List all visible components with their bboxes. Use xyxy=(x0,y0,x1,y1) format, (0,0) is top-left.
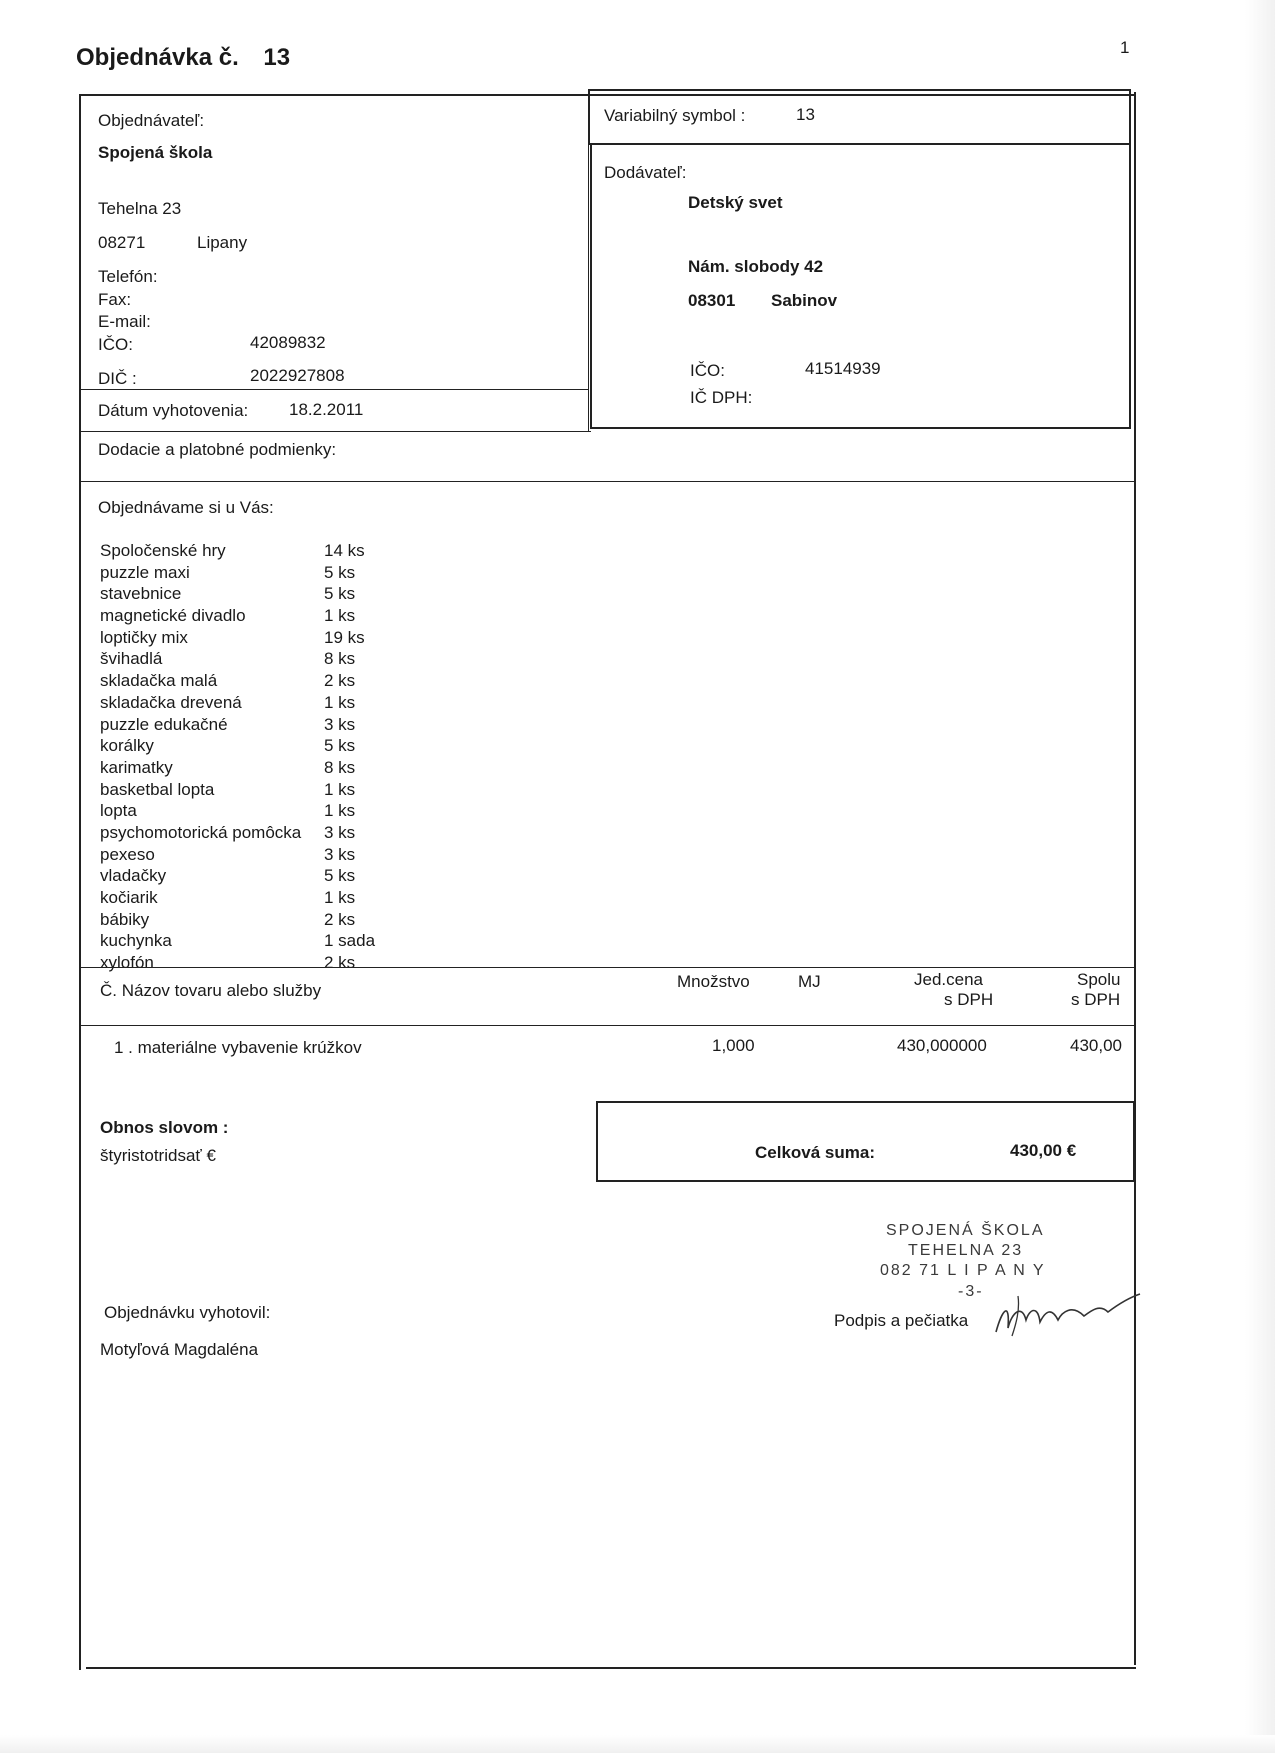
row-total: 430,00 xyxy=(1070,1036,1122,1055)
item-name: stavebnice xyxy=(100,584,182,604)
orderer-email-label: E-mail: xyxy=(98,312,151,331)
supplier-ico: 41514939 xyxy=(805,359,881,378)
supplier-street: Nám. slobody 42 xyxy=(688,257,824,276)
issue-date-label: Dátum vyhotovenia: xyxy=(98,401,249,420)
supplier-icdph-label: IČ DPH: xyxy=(690,388,753,407)
item-quantity: 3 ks xyxy=(324,822,356,842)
item-name: Spoločenské hry xyxy=(100,541,226,560)
orderer-phone-label: Telefón: xyxy=(98,267,158,286)
variable-symbol-label: Variabilný symbol : xyxy=(604,106,746,125)
orderer-street: Tehelna 23 xyxy=(98,199,182,218)
col-header-unit-price: Jed.cena xyxy=(914,970,983,989)
variable-symbol-value: 13 xyxy=(796,105,815,124)
item-quantity: 1 ks xyxy=(324,888,356,907)
item-name: basketbal lopta xyxy=(100,779,215,799)
signature-label: Podpis a pečiatka xyxy=(834,1311,969,1330)
date-divider xyxy=(79,389,589,390)
orderer-dic: 2022927808 xyxy=(250,366,345,385)
stamp-line-3: 082 71 L I P A N Y xyxy=(880,1262,1046,1279)
item-name: skladačka malá xyxy=(100,671,218,691)
item-quantity: 1 ks xyxy=(324,801,356,821)
order-intro: Objednávame si u Vás: xyxy=(98,498,274,517)
row-unit-price: 430,000000 xyxy=(897,1036,987,1055)
item-quantity: 5 ks xyxy=(324,866,356,886)
frame-left-border xyxy=(79,95,81,1670)
total-label: Celková suma: xyxy=(755,1143,875,1162)
orderer-city: Lipany xyxy=(197,233,248,252)
order-number: 13 xyxy=(263,44,291,71)
col-header-unit-price-vat: s DPH xyxy=(944,990,994,1009)
item-quantity: 1 ks xyxy=(324,692,356,712)
item-name: vladačky xyxy=(100,866,167,886)
col-header-unit: MJ xyxy=(798,972,821,991)
signature-scribble xyxy=(988,1290,1148,1340)
supplier-city: Sabinov xyxy=(771,291,838,310)
frame-right-border xyxy=(1134,92,1136,1665)
item-quantity: 3 ks xyxy=(324,714,356,734)
prepared-by-label: Objednávku vyhotovil: xyxy=(104,1303,271,1322)
item-name: puzzle edukačné xyxy=(100,714,228,734)
item-quantity: 1 sada xyxy=(324,931,376,951)
item-quantity: 1 ks xyxy=(324,779,356,799)
orderer-name: Spojená škola xyxy=(98,143,213,162)
item-quantity: 14 ks xyxy=(324,541,365,560)
item-name: kuchynka xyxy=(100,931,172,951)
item-name: psychomotorická pomôcka xyxy=(100,822,302,842)
item-name: puzzle maxi xyxy=(100,562,190,582)
frame-bottom-border xyxy=(86,1667,1136,1669)
item-name: lopta xyxy=(100,801,137,821)
col-header-total-vat: s DPH xyxy=(1071,990,1121,1009)
issue-date-value: 18.2.2011 xyxy=(289,400,364,419)
item-name: pexeso xyxy=(100,844,155,864)
col-header-name: Č. Názov tovaru alebo služby xyxy=(100,981,322,1000)
item-name: magnetické divadlo xyxy=(100,606,246,626)
item-quantity: 5 ks xyxy=(324,584,356,604)
orderer-dic-label: DIČ : xyxy=(98,369,137,388)
item-quantity: 19 ks xyxy=(324,627,365,647)
supplier-box xyxy=(590,143,1131,429)
scan-bottom-shading xyxy=(0,1735,1275,1753)
page-title xyxy=(76,44,290,72)
item-quantity: 8 ks xyxy=(324,757,356,777)
orderer-ico-label: IČO: xyxy=(98,335,133,354)
order-divider xyxy=(79,481,1135,482)
row-name: 1 . materiálne vybavenie krúžkov xyxy=(114,1038,362,1057)
amount-words-label: Obnos slovom : xyxy=(100,1118,229,1137)
item-quantity: 3 ks xyxy=(324,844,356,864)
supplier-label: Dodávateľ: xyxy=(604,163,687,182)
item-quantity: 8 ks xyxy=(324,649,356,669)
orderer-ico: 42089832 xyxy=(250,333,326,352)
prepared-by-name: Motyľová Magdaléna xyxy=(100,1340,259,1359)
supplier-ico-label: IČO: xyxy=(690,361,725,380)
table-header-top xyxy=(79,967,1135,968)
item-name: karimatky xyxy=(100,757,173,777)
terms-label: Dodacie a platobné podmienky: xyxy=(98,440,337,459)
col-header-total: Spolu xyxy=(1077,970,1121,989)
orderer-label: Objednávateľ: xyxy=(98,111,205,130)
page-title-text: Objednávka č. xyxy=(76,44,239,71)
item-name: švihadlá xyxy=(100,649,163,669)
row-quantity: 1,000 xyxy=(712,1036,755,1055)
item-quantity: 2 ks xyxy=(324,953,356,973)
orderer-fax-label: Fax: xyxy=(98,290,132,309)
item-name: skladačka drevená xyxy=(100,692,242,712)
col-header-qty: Množstvo xyxy=(677,972,750,991)
item-name: kočiarik xyxy=(100,888,158,907)
stamp-line-1: SPOJENÁ ŠKOLA xyxy=(886,1222,1045,1239)
table-header-bottom xyxy=(79,1025,1135,1026)
supplier-name: Detský svet xyxy=(688,193,783,212)
item-name: bábiky xyxy=(100,909,150,929)
orderer-zip: 08271 xyxy=(98,233,146,252)
item-name: xylofón xyxy=(100,953,154,973)
item-quantity: 2 ks xyxy=(324,671,356,691)
item-name: loptičky mix xyxy=(100,627,188,647)
supplier-zip: 08301 xyxy=(688,291,736,310)
total-value: 430,00 € xyxy=(1010,1141,1077,1160)
item-quantity: 2 ks xyxy=(324,909,356,929)
item-quantity: 5 ks xyxy=(324,562,356,582)
scan-edge-shading xyxy=(1245,0,1275,1753)
stamp-line-4: -3- xyxy=(958,1283,984,1300)
page-number: 1 xyxy=(1120,38,1130,57)
terms-divider xyxy=(79,431,591,432)
item-name: korálky xyxy=(100,736,154,756)
stamp-line-2: TEHELNA 23 xyxy=(908,1242,1024,1259)
item-quantity: 1 ks xyxy=(324,606,356,626)
amount-words-value: štyristotridsať € xyxy=(100,1146,216,1165)
item-quantity: 5 ks xyxy=(324,736,356,756)
